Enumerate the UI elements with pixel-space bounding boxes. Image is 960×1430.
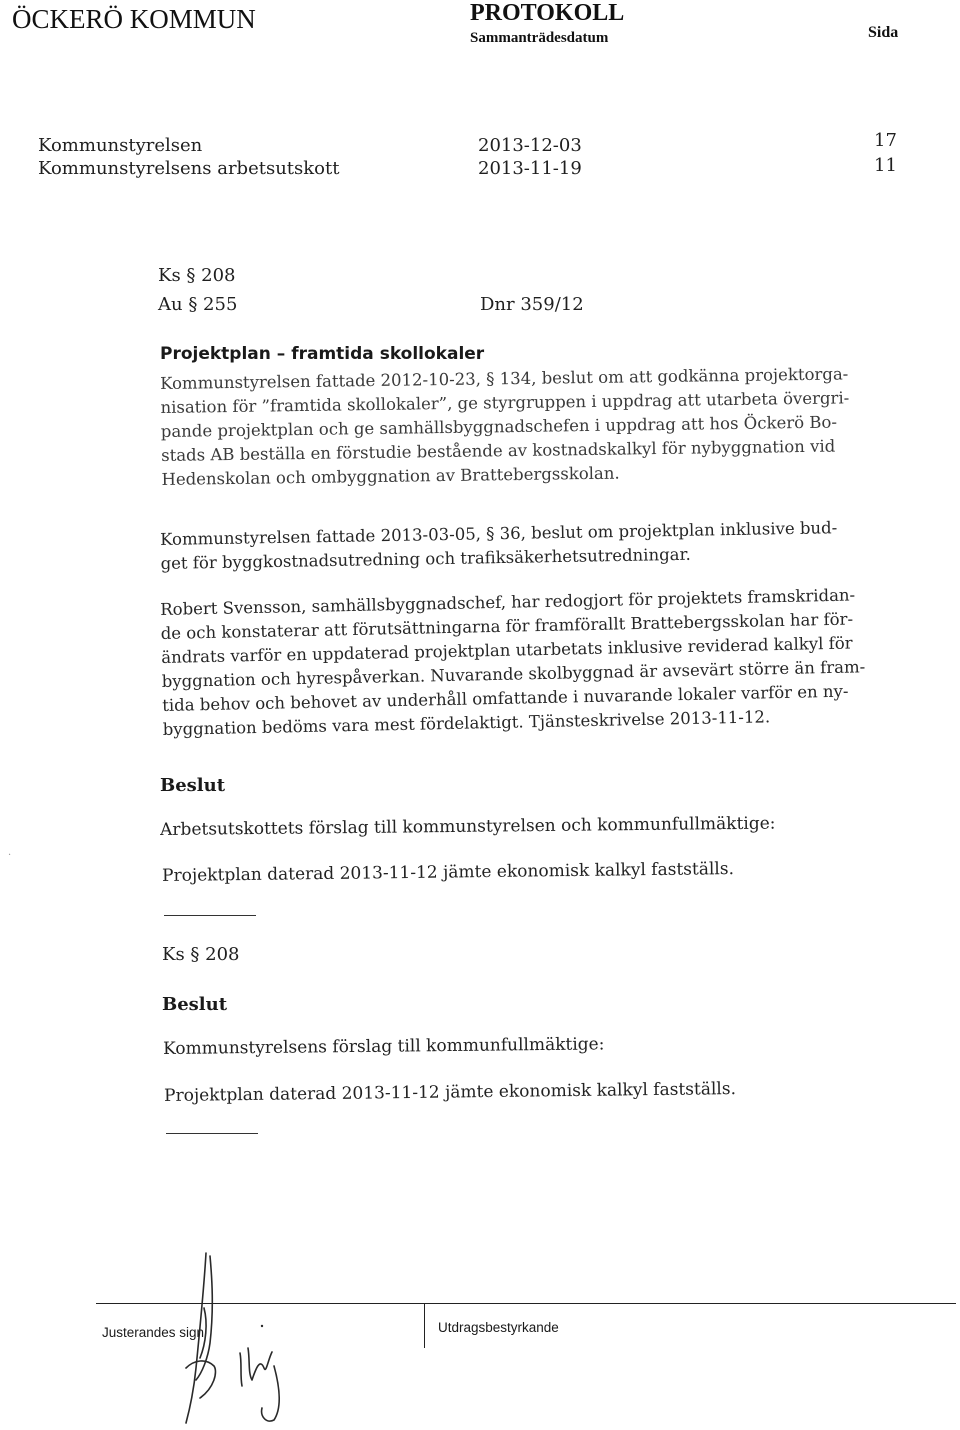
- decision-intro: Arbetsutskottets förslag till kommunstyrelsen och kommunfullmäktige:: [160, 813, 776, 840]
- scan-speck: ·: [8, 850, 12, 861]
- meeting-date: 2013-12-03: [478, 135, 582, 156]
- body-name: Kommunstyrelsen: [38, 135, 203, 156]
- paragraph-line: Robert Svensson, samhällsbyggnadschef, har redogjort för projektets framskridan-: [160, 585, 856, 619]
- paragraph-line: nisation för ”framtida skollokaler”, ge styrgruppen i uppdrag att utarbeta övergri-: [160, 388, 850, 417]
- section-divider: [164, 915, 256, 916]
- paragraph-line: Kommunstyrelsen fattade 2012-10-23, § 134, beslut om att godkänna projektorga-: [160, 364, 849, 393]
- signature-label: Justerandes sign: [102, 1325, 205, 1340]
- paragraph-previous-decision: [160, 516, 838, 576]
- footer-divider: [424, 1303, 425, 1348]
- paragraph-line: pande projektplan och ge samhällsbyggnadschefen i uppdrag att hos Öckerö Bo-: [160, 412, 838, 441]
- paragraph-line: get för byggkostnadsutredning och trafiksäkerhetsutredningar.: [160, 544, 692, 573]
- meeting-date: 2013-11-19: [478, 158, 582, 179]
- paragraph-line: Hedenskolan och ombyggnation av Brattebergsskolan.: [161, 463, 620, 489]
- decision-intro: Kommunstyrelsens förslag till kommunfullmäktige:: [163, 1034, 605, 1059]
- certification-label: Utdragsbestyrkande: [438, 1320, 559, 1335]
- decision-heading: Beslut: [162, 994, 228, 1015]
- page-number: 17: [874, 130, 897, 151]
- page-label: Sida: [868, 24, 899, 41]
- paragraph-line: ändrats varför en uppdaterad projektplan utarbetats inklusive reviderad kalkyl för: [161, 633, 853, 667]
- body-name: Kommunstyrelsens arbetsutskott: [38, 158, 340, 179]
- meeting-date-label: Sammanträdesdatum: [470, 30, 609, 46]
- decision-heading: Beslut: [160, 775, 226, 796]
- ks-paragraph-ref: Ks § 208: [162, 944, 240, 965]
- paragraph-line: byggnation bedöms vara mest fördelaktigt. Tjänsteskrivelse 2013-11-12.: [162, 707, 771, 739]
- au-paragraph-ref: Au § 255: [158, 294, 238, 315]
- page-number: 11: [874, 155, 897, 176]
- paragraph-line: byggnation och hyrespåverkan. Nuvarande skolbyggnad är avsevärt större än fram-: [161, 657, 866, 691]
- item-title: Projektplan – framtida skollokaler: [160, 344, 485, 364]
- diary-number: Dnr 359/12: [480, 294, 584, 315]
- paragraph-line: Kommunstyrelsen fattade 2013-03-05, § 36, beslut om projektplan inklusive bud-: [160, 518, 838, 549]
- paragraph-background: [160, 362, 850, 492]
- document-type: PROTOKOLL: [470, 0, 625, 26]
- handwritten-signature: [170, 1248, 300, 1428]
- ks-paragraph-ref: Ks § 208: [158, 265, 236, 286]
- section-divider: [166, 1133, 258, 1134]
- municipality-name: ÖCKERÖ KOMMUN: [12, 4, 256, 34]
- decision-text: Projektplan daterad 2013-11-12 jämte ekonomisk kalkyl fastställs.: [164, 1079, 737, 1106]
- paragraph-line: stads AB beställa en förstudie bestående av kostnadskalkyl för nybyggnation vid: [161, 436, 836, 465]
- paragraph-report: [160, 583, 866, 742]
- decision-text: Projektplan daterad 2013-11-12 jämte ekonomisk kalkyl fastställs.: [162, 859, 735, 886]
- paragraph-line: de och konstaterar att förutsättningarna för framförallt Brattebergsskolan har för-: [160, 609, 854, 643]
- paragraph-line: tida behov och behovet av underhåll omfattande i nuvarande lokaler varför en ny-: [162, 681, 849, 715]
